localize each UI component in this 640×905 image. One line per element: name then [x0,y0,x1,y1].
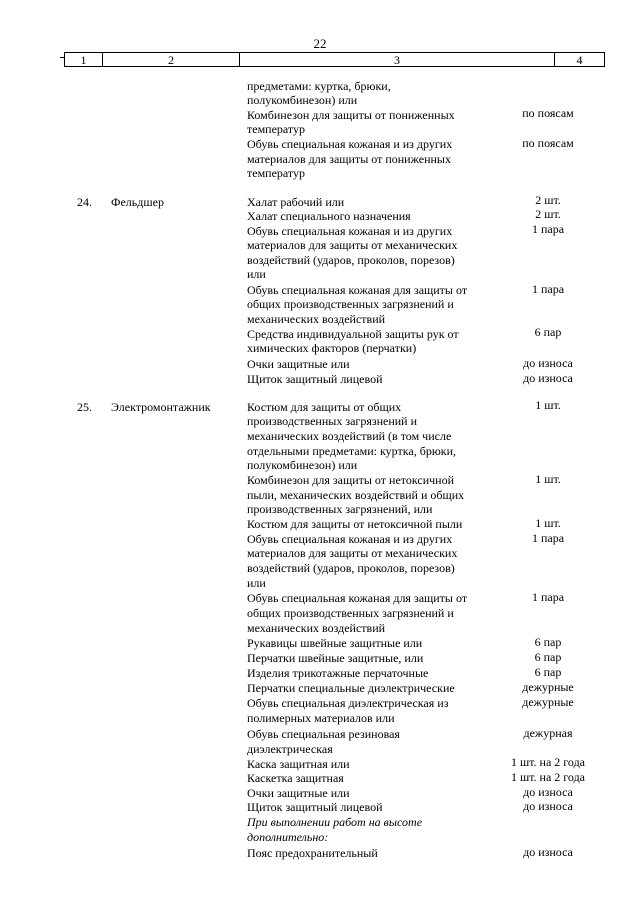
norm-value: 1 шт. на 2 года [510,770,586,784]
item-line: диэлектрическая [247,742,333,756]
item-line: Костюм для защиты от общих [247,400,402,414]
item-line: воздействий (ударов, проколов, порезов) [247,561,455,575]
item-line: Халат рабочий или [247,195,345,209]
norm-value: 6 пар [534,650,562,664]
row-number-24: 24. [77,195,92,209]
item-line: Очки защитные или [247,357,350,371]
norm-value: 1 шт. на 2 года [510,755,586,769]
norm-value: 1 шт. [535,398,561,412]
item-line: Халат специального назначения [247,209,411,223]
item-line: Обувь специальная кожаная и из других [247,532,453,546]
item-line: Рукавицы швейные защитные или [247,636,423,650]
norm-value: 1 шт. [535,472,561,486]
profession-25: Электромонтажник [111,400,211,414]
item-line: Каска защитная или [247,757,350,771]
note-italic: При выполнении работ на высоте [247,815,423,829]
item-line: полукомбинезон) или [247,458,358,472]
note-italic: дополнительно: [247,830,329,844]
item-line: материалов для защиты от механических [247,546,458,560]
item-line: Каскетка защитная [247,771,344,785]
item-line: механических воздействий [247,621,386,635]
item-line: Перчатки швейные защитные, или [247,651,424,665]
norm-value: дежурные [522,680,574,694]
item-line: отдельными предметами: куртка, брюки, [247,444,457,458]
item-line: Обувь специальная резиновая [247,727,400,741]
item-line: Обувь специальная кожаная для защиты от [247,283,468,297]
item-line: производственных загрязнений, или [247,502,433,516]
item-line: Обувь специальная кожаная и из других [247,224,453,238]
item-line: предметами: куртка, брюки, [247,79,391,93]
norm-value: до износа [523,799,573,813]
item-line: общих производственных загрязнений и [247,297,454,311]
column-header-2: 2 [103,53,240,66]
item-line: общих производственных загрязнений и [247,606,454,620]
item-line: воздействий (ударов, проколов, порезов) [247,253,455,267]
item-line: полимерных материалов или [247,711,395,725]
column-header-3: 3 [240,53,555,66]
norm-value: дежурная [523,726,573,740]
norm-value: до износа [523,356,573,370]
item-line: Щиток защитный лицевой [247,372,383,386]
item-line: полукомбинезон) или [247,93,358,107]
item-line: Перчатки специальные диэлектрические [247,681,455,695]
norm-value: 6 пар [534,635,562,649]
norm-value: 6 пар [534,665,562,679]
item-line: механических воздействий [247,312,386,326]
item-line: пыли, механических воздействий и общих [247,488,465,502]
norm-value: 6 пар [534,325,562,339]
item-line: Средства индивидуальной защиты рук от [247,327,459,341]
item-line: температур [247,122,306,136]
norm-value: 2 шт. [535,207,561,221]
item-line: Костюм для защиты от нетоксичной пыли [247,517,463,531]
norm-value: дежурные [522,695,574,709]
norm-value: 1 пара [531,282,565,296]
norm-value: 2 шт. [535,193,561,207]
item-line: материалов для защиты от механических [247,238,458,252]
item-line: химических факторов (перчатки) [247,341,417,355]
item-line: производственных загрязнений и [247,414,418,428]
row-number-25: 25. [77,400,92,414]
item-line: Комбинезон для защиты от пониженных [247,108,455,122]
item-line: Изделия трикотажные перчаточные [247,666,429,680]
norm-value: до износа [523,371,573,385]
norm-value: по поясам [522,106,574,120]
norm-value: до износа [523,845,573,859]
norm-value: 1 пара [531,222,565,236]
item-line: Обувь специальная кожаная и из других [247,137,453,151]
item-line: Пояс предохранительный [247,846,378,860]
item-line: Очки защитные или [247,786,350,800]
item-line: материалов для защиты от пониженных [247,152,451,166]
profession-24: Фельдшер [111,195,164,209]
column-header-row [64,52,605,67]
item-line: механических воздействий (в том числе [247,429,452,443]
norm-value: 1 шт. [535,516,561,530]
norm-value: 1 пара [531,531,565,545]
item-line: Обувь специальная диэлектрическая из [247,696,449,710]
item-line: Комбинезон для защиты от нетоксичной [247,473,455,487]
page-number: 22 [313,36,327,51]
item-line: или [247,267,266,281]
column-header-1: 1 [65,53,103,66]
norm-value: до износа [523,785,573,799]
norm-value: по поясам [522,136,574,150]
item-line: Обувь специальная кожаная для защиты от [247,591,468,605]
item-line: или [247,576,266,590]
item-line: Щиток защитный лицевой [247,800,383,814]
norm-value: 1 пара [531,590,565,604]
column-header-4: 4 [576,53,583,67]
item-line: температур [247,166,306,180]
